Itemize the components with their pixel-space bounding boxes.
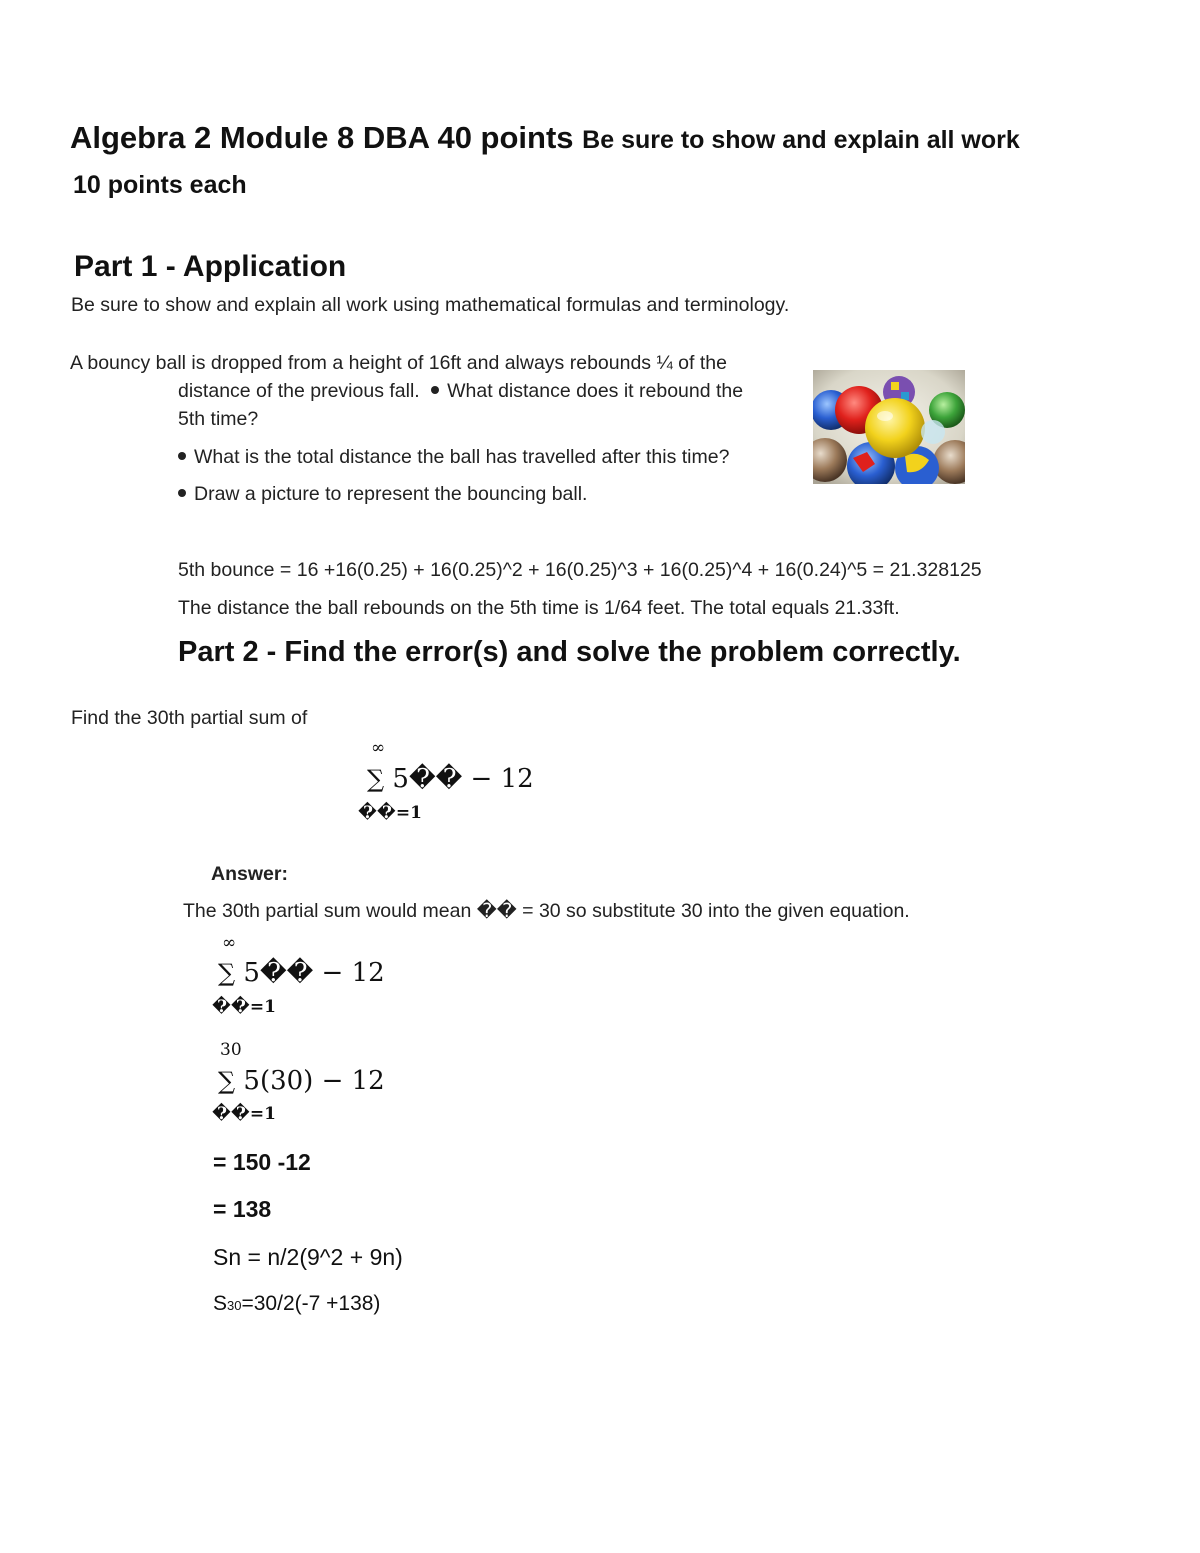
sum3-term: 5(30) − 12	[243, 1066, 385, 1096]
answer-label: Answer:	[211, 863, 288, 885]
sigma-icon: ∑	[367, 765, 385, 793]
bouncy-balls-photo	[813, 370, 965, 484]
part2-prompt: Find the 30th partial sum of	[71, 707, 308, 729]
s30-expression: =30/2(-7 +138)	[241, 1292, 381, 1315]
sum2-upper-limit: ∞	[222, 933, 237, 953]
title-suffix: Be sure to show and explain all work	[582, 126, 1020, 154]
part1-instructions: Be sure to show and explain all work using mathematical formulas and terminology.	[71, 294, 790, 316]
s30-line	[213, 1292, 380, 1316]
question-2	[178, 446, 729, 469]
s30-prefix: S	[213, 1292, 228, 1315]
bullet-icon	[178, 452, 186, 460]
part1-heading: Part 1 - Application	[74, 250, 347, 283]
question-2-text: What is the total distance the ball has travelled after this time?	[194, 446, 730, 468]
answer-line: The distance the ball rebounds on the 5th time is 1/64 feet. The total equals 21.33ft.	[178, 597, 900, 619]
s30-subscript: 30	[227, 1298, 242, 1313]
bouncy-balls-illustration	[813, 370, 965, 484]
sum2-term: 5�� − 12	[243, 958, 385, 988]
sum3-upper-limit: 30	[220, 1040, 242, 1060]
sum-formula: Sn = n/2(9^2 + 9n)	[213, 1244, 403, 1270]
question-1b: 5th time?	[178, 408, 259, 430]
sum1-upper-limit: ∞	[371, 738, 386, 758]
bullet-icon	[178, 489, 186, 497]
sum1-term: 5�� − 12	[392, 764, 534, 794]
title-line-2: 10 points each	[73, 171, 247, 199]
question-1a: What distance does it rebound the	[447, 380, 744, 402]
title-main: Algebra 2 Module 8 DBA 40 points	[70, 120, 574, 155]
sum2-expression	[218, 958, 385, 988]
question-3-text: Draw a picture to represent the bouncing ball.	[194, 483, 588, 505]
problem-line-1: A bouncy ball is dropped from a height of 16ft and always rebounds ¼ of the	[70, 352, 727, 374]
step-2: = 138	[213, 1196, 272, 1222]
problem-line-2	[178, 380, 743, 403]
document-title	[70, 120, 1020, 156]
work-line: 5th bounce = 16 +16(0.25) + 16(0.25)^2 + 16(0.25)^3 + 16(0.25)^4 + 16(0.24)^5 = 21.328125	[178, 559, 982, 581]
step-1: = 150 -12	[213, 1149, 311, 1175]
sum1-expression	[367, 764, 534, 794]
sum3-expression	[218, 1066, 385, 1096]
sum2-lower-limit: ��=1	[212, 997, 276, 1017]
sum3-lower-limit: ��=1	[212, 1104, 276, 1124]
part2-heading: Part 2 - Find the error(s) and solve the problem correctly.	[178, 636, 961, 668]
answer-explanation: The 30th partial sum would mean �� = 30 so substitute 30 into the given equation.	[183, 900, 910, 922]
problem-line-2-text: distance of the previous fall.	[178, 380, 420, 402]
sigma-icon: ∑	[218, 1067, 236, 1095]
sum1-lower-limit: ��=1	[358, 803, 422, 823]
sigma-icon: ∑	[218, 959, 236, 987]
question-3	[178, 483, 587, 506]
bullet-icon	[431, 386, 439, 394]
